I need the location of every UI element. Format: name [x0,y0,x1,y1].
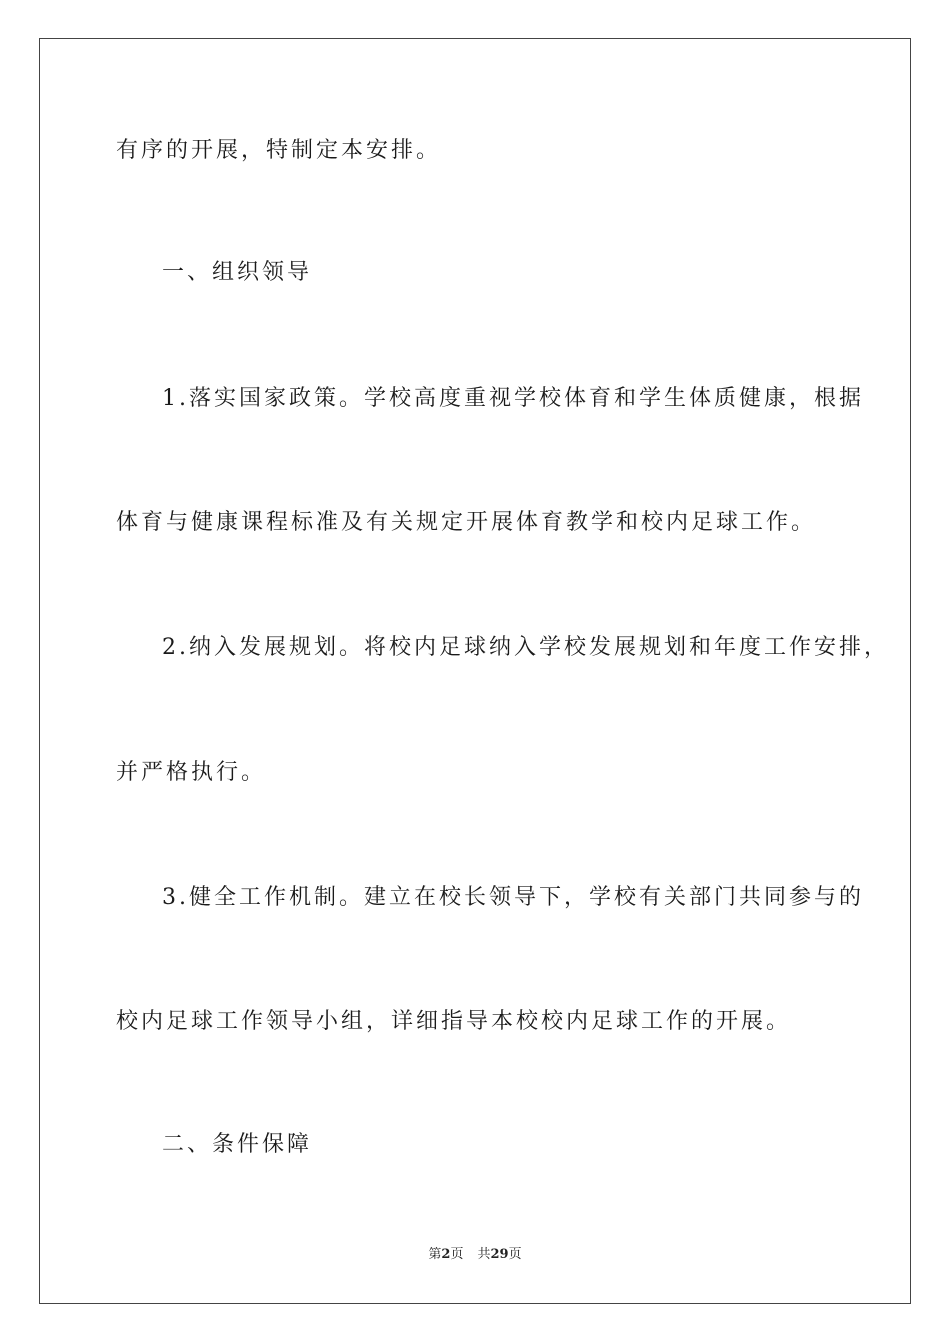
footer-page-suffix: 页 [450,1247,464,1262]
paragraph-line-6: 并严格执行。 [116,760,267,785]
section-heading-conditions: 二、条件保障 [162,1132,313,1157]
paragraph-line-1: 有序的开展，特制定本安排。 [116,138,442,163]
page-footer [0,1246,950,1264]
footer-total-prefix: 共 [477,1247,491,1262]
page-border [39,38,911,1304]
paragraph-line-4: 体育与健康课程标准及有关规定开展体育教学和校内足球工作。 [116,510,817,535]
paragraph-line-8: 校内足球工作领导小组，详细指导本校校内足球工作的开展。 [116,1009,792,1034]
section-heading-organization: 一、组织领导 [162,260,313,285]
footer-total-pages: 29 [490,1247,509,1262]
footer-page-prefix: 第 [428,1247,442,1262]
footer-page-number: 2 [441,1247,451,1262]
paragraph-line-3: 1.落实国家政策。学校高度重视学校体育和学生体质健康，根据 [162,386,864,411]
footer-total-suffix: 页 [508,1247,522,1262]
paragraph-line-5: 2.纳入发展规划。将校内足球纳入学校发展规划和年度工作安排， [162,635,889,660]
paragraph-line-7: 3.健全工作机制。建立在校长领导下，学校有关部门共同参与的 [162,885,864,910]
